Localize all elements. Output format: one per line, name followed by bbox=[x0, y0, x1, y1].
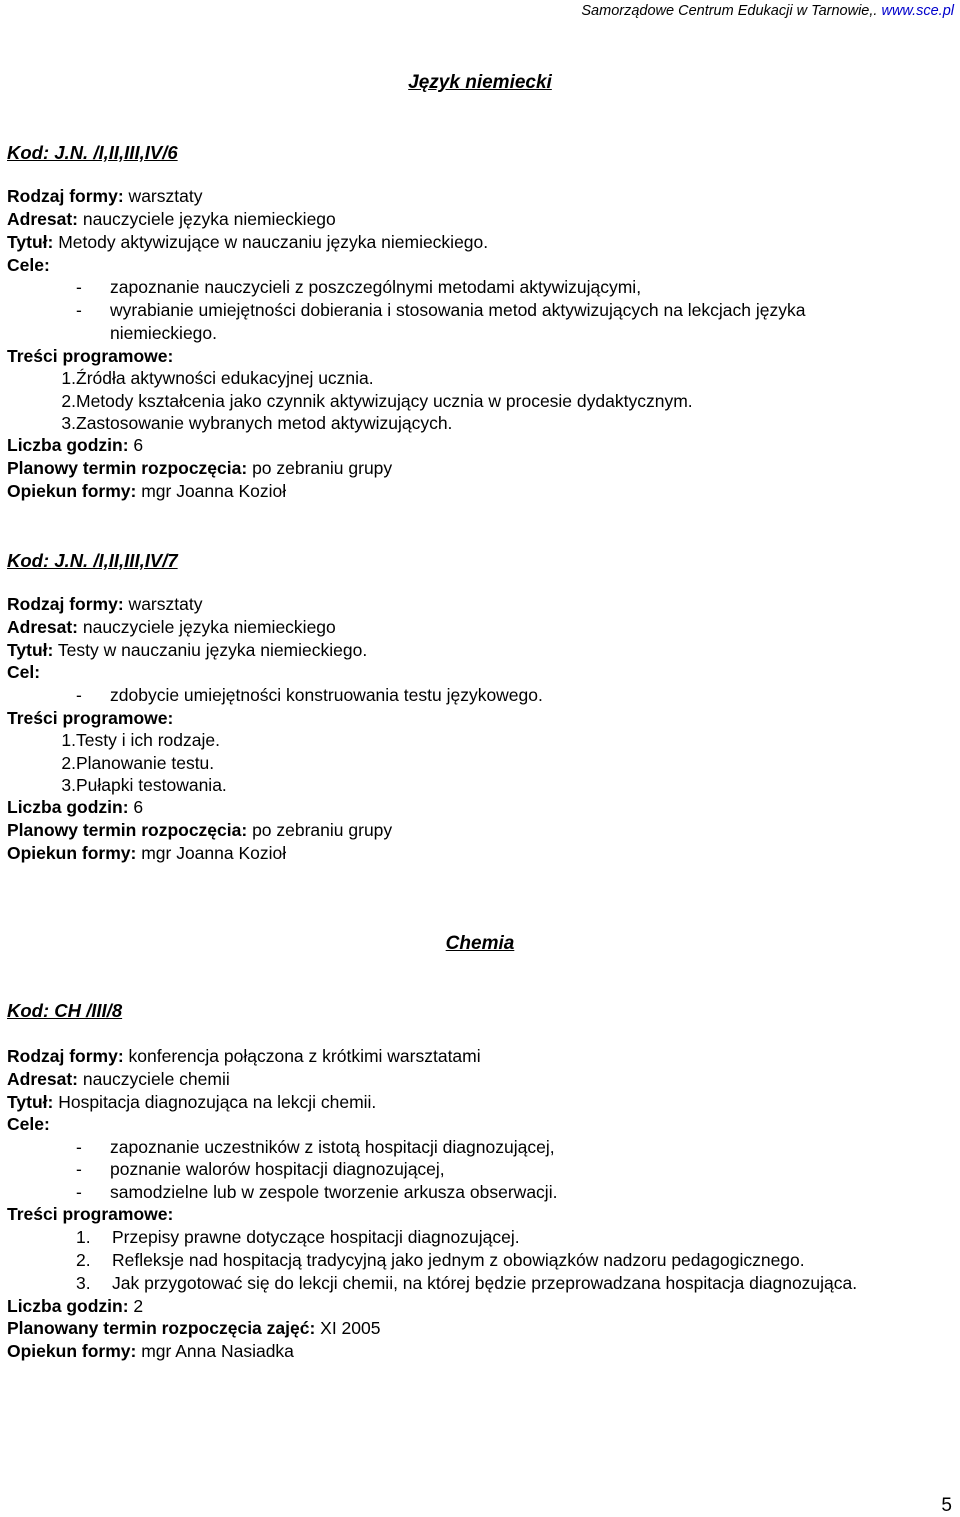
goal-item: - samodzielne lub w zespole tworzenie arkusza obserwacji. bbox=[76, 1182, 558, 1202]
goals-label: Cel: bbox=[7, 662, 41, 682]
content-item: 2. Refleksje nad hospitacją tradycyjną jako jednym z obowiązków nadzoru pedagogicznego. bbox=[76, 1250, 805, 1270]
title-row: Tytuł: Testy w nauczaniu języka niemieckiego. bbox=[7, 640, 368, 660]
course-code: Kod: CH /III/8 bbox=[7, 1000, 123, 1021]
addressee-row bbox=[7, 209, 336, 230]
hours-row: Liczba godzin: 6 bbox=[7, 435, 144, 455]
form-row bbox=[7, 186, 202, 207]
title-row: Tytuł: Hospitacja diagnozująca na lekcji chemii. bbox=[7, 1092, 377, 1112]
title-value: Metody aktywizujące w nauczaniu języka niemieckiego. bbox=[53, 232, 489, 252]
content-item: 2.Metody kształcenia jako czynnik aktywizujący ucznia w procesie dydaktycznym. bbox=[61, 391, 693, 411]
addressee-row: Adresat: nauczyciele języka niemieckiego bbox=[7, 617, 336, 637]
goal-item-continuation: niemieckiego. bbox=[110, 323, 217, 343]
addressee-row: Adresat: nauczyciele chemii bbox=[7, 1069, 230, 1089]
content-item: 3. Jak przygotować się do lekcji chemii, na której będzie przeprowadzana hospitacja diagnozująca. bbox=[76, 1273, 858, 1293]
tutor-row: Opiekun formy: mgr Joanna Kozioł bbox=[7, 843, 287, 863]
goal-item: - wyrabianie umiejętności dobierania i stosowania metod aktywizujących na lekcjach języka bbox=[76, 300, 806, 320]
start-row: Planowy termin rozpoczęcia: po zebraniu grupy bbox=[7, 820, 393, 840]
content-item: 2.Planowanie testu. bbox=[61, 753, 215, 773]
addressee-value: nauczyciele języka niemieckiego bbox=[78, 209, 336, 229]
course-code: Kod: J.N. /I,II,III,IV/7 bbox=[7, 550, 178, 571]
goal-item: - zapoznanie nauczycieli z poszczególnymi metodami aktywizującymi, bbox=[76, 277, 642, 297]
content-label: Treści programowe: bbox=[7, 708, 174, 728]
goal-item: - poznanie walorów hospitacji diagnozującej, bbox=[76, 1159, 445, 1179]
form-row: Rodzaj formy: konferencja połączona z krótkimi warsztatami bbox=[7, 1046, 481, 1066]
page-header bbox=[581, 3, 954, 19]
content-item: 1.Testy i ich rodzaje. bbox=[61, 730, 220, 750]
section-title-german: Język niemiecki bbox=[408, 72, 552, 93]
tutor-row: Opiekun formy: mgr Joanna Kozioł bbox=[7, 481, 287, 501]
start-row: Planowy termin rozpoczęcia: po zebraniu grupy bbox=[7, 458, 393, 478]
content-item: 3.Pułapki testowania. bbox=[61, 775, 227, 795]
page-number: 5 bbox=[941, 1495, 952, 1516]
goals-label: Cele: bbox=[7, 1114, 50, 1134]
content-item: 1. Przepisy prawne dotyczące hospitacji diagnozującej. bbox=[76, 1227, 520, 1247]
start-row: Planowany termin rozpoczęcia zajęć: XI 2005 bbox=[7, 1318, 381, 1338]
goals-label: Cele: bbox=[7, 255, 50, 275]
title-row bbox=[7, 232, 488, 253]
goal-item: - zapoznanie uczestników z istotą hospitacji diagnozującej, bbox=[76, 1137, 555, 1157]
section-title-chemistry: Chemia bbox=[445, 933, 515, 954]
addressee-label: Adresat: bbox=[7, 209, 78, 229]
form-row: Rodzaj formy: warsztaty bbox=[7, 594, 203, 614]
hours-row: Liczba godzin: 6 bbox=[7, 797, 144, 817]
hours-row: Liczba godzin: 2 bbox=[7, 1296, 144, 1316]
form-label: Rodzaj formy: bbox=[7, 186, 124, 206]
content-label: Treści programowe: bbox=[7, 346, 174, 366]
form-value: warsztaty bbox=[123, 186, 203, 206]
course-code: Kod: J.N. /I,II,III,IV/6 bbox=[7, 142, 178, 163]
content-item: 1.Źródła aktywności edukacyjnej ucznia. bbox=[61, 368, 374, 388]
content-item: 3.Zastosowanie wybranych metod aktywizujących. bbox=[61, 413, 453, 433]
content-label: Treści programowe: bbox=[7, 1204, 174, 1224]
goal-item: - zdobycie umiejętności konstruowania testu językowego. bbox=[76, 685, 543, 705]
tutor-row: Opiekun formy: mgr Anna Nasiadka bbox=[7, 1341, 294, 1361]
title-label: Tytuł: bbox=[7, 232, 54, 252]
header-text: Samorządowe Centrum Edukacji w Tarnowie,. bbox=[581, 3, 882, 19]
header-link[interactable]: www.sce.pl bbox=[881, 3, 954, 19]
